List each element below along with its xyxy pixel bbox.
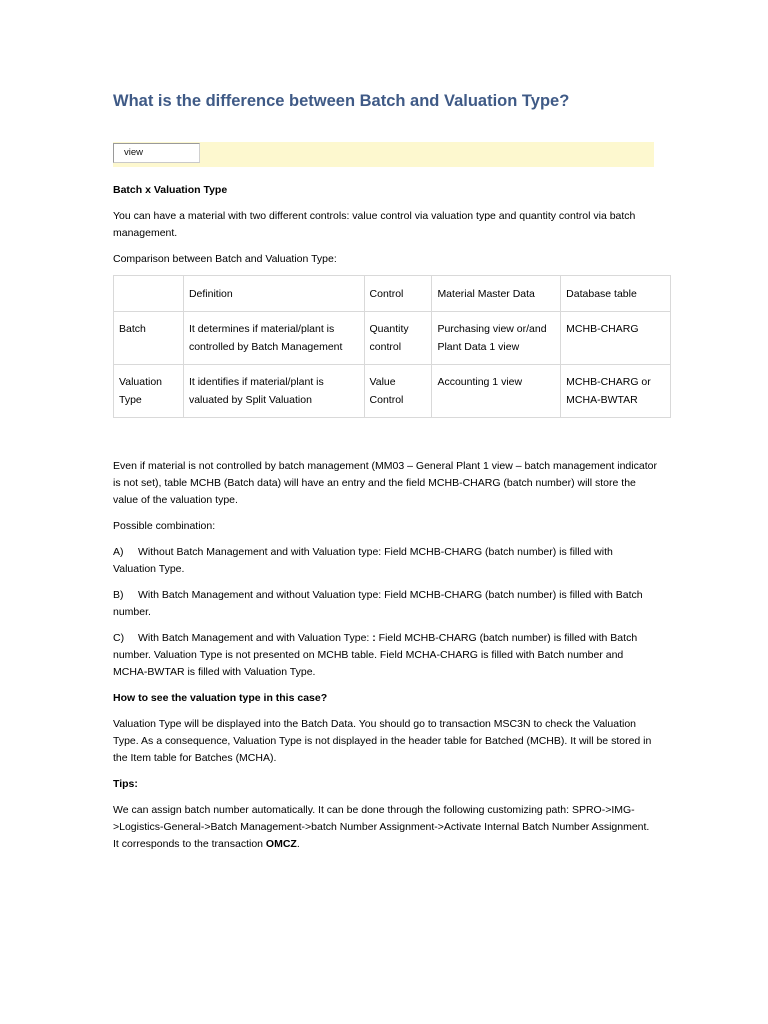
table-header-cell: Database table: [561, 276, 671, 312]
table-cell: Accounting 1 view: [432, 365, 561, 418]
table-cell: It determines if material/plant is controlled by Batch Management: [183, 312, 364, 365]
intro-paragraph: You can have a material with two different controls: value control via valuation type and quantity control via batch management.: [113, 210, 636, 239]
tips-paragraph: [113, 802, 658, 853]
table-cell: Value Control: [364, 365, 432, 418]
table-header-cell: Material Master Data: [432, 276, 561, 312]
view-toolbar: [113, 142, 654, 167]
section-heading: Batch x Valuation Type: [113, 184, 228, 196]
option-letter: C): [113, 632, 125, 644]
intro-section: [113, 182, 658, 277]
tips-end: .: [296, 838, 300, 850]
option-text-continued: Field MCHB-CHARG (batch number) is filled with Batch number. Valuation Type is not presented on MCHB table. Field MCHA-CHARG is filled with Batch number and MCHA-BWTAR is filled with Valuation Type.: [113, 632, 638, 678]
tips-text: We can assign batch number automatically. It can be done through the following customizing path: SPRO->IMG->Logistics-General->Batch Management->batch Number Assignment->Activate Internal Batch Number Assignment. It corresponds to the transaction: [113, 804, 650, 850]
body-section: [113, 458, 658, 862]
option-item-b: [113, 587, 658, 621]
table-cell: MCHB-CHARG or MCHA-BWTAR: [561, 365, 671, 418]
table-row: [114, 312, 671, 365]
page-title: What is the difference between Batch and Valuation Type?: [113, 92, 570, 110]
option-letter: A): [113, 546, 124, 558]
table-header-cell: [114, 276, 184, 312]
table-cell: It identifies if material/plant is valuated by Split Valuation: [183, 365, 364, 418]
table-row: [114, 365, 671, 418]
option-letter: B): [113, 589, 124, 601]
option-text: With Batch Management and with Valuation Type:: [138, 632, 373, 644]
table-cell: Batch: [114, 312, 184, 365]
option-text: Without Batch Management and with Valuation type: Field MCHB-CHARG (batch number) is filled with Valuation Type.: [113, 546, 613, 575]
option-colon: :: [372, 632, 376, 644]
option-item-c: [113, 630, 658, 681]
table-cell: Quantity control: [364, 312, 432, 365]
comparison-table: [113, 275, 671, 418]
table-header-cell: Control: [364, 276, 432, 312]
answer-paragraph: Valuation Type will be displayed into the Batch Data. You should go to transaction MSC3N to check the Valuation Type. As a consequence, Valuation Type is not displayed in the header table for Batched (MCHB). It will be stored in the Item table for Batches (MCHA).: [113, 718, 652, 764]
table-cell: MCHB-CHARG: [561, 312, 671, 365]
table-cell: Purchasing view or/and Plant Data 1 view: [432, 312, 561, 365]
tips-transaction-code: OMCZ: [265, 838, 297, 850]
combination-label: Possible combination:: [113, 520, 216, 532]
option-text: With Batch Management and without Valuation type: Field MCHB-CHARG (batch number) is filled with Batch number.: [113, 589, 643, 618]
table-cell: Valuation Type: [114, 365, 184, 418]
table-caption: Comparison between Batch and Valuation Type:: [113, 253, 337, 265]
table-header-row: [114, 276, 671, 312]
view-tab[interactable]: view: [113, 143, 200, 163]
note-paragraph: Even if material is not controlled by batch management (MM03 – General Plant 1 view – batch management indicator is not set), table MCHB (Batch data) will have an entry and the field MCHB-CHARG (batch number) will store the value of the valuation type.: [113, 460, 657, 506]
question-heading: How to see the valuation type in this case?: [113, 692, 328, 704]
option-item-a: [113, 544, 658, 578]
tips-heading: Tips:: [113, 778, 138, 790]
table-header-cell: Definition: [183, 276, 364, 312]
